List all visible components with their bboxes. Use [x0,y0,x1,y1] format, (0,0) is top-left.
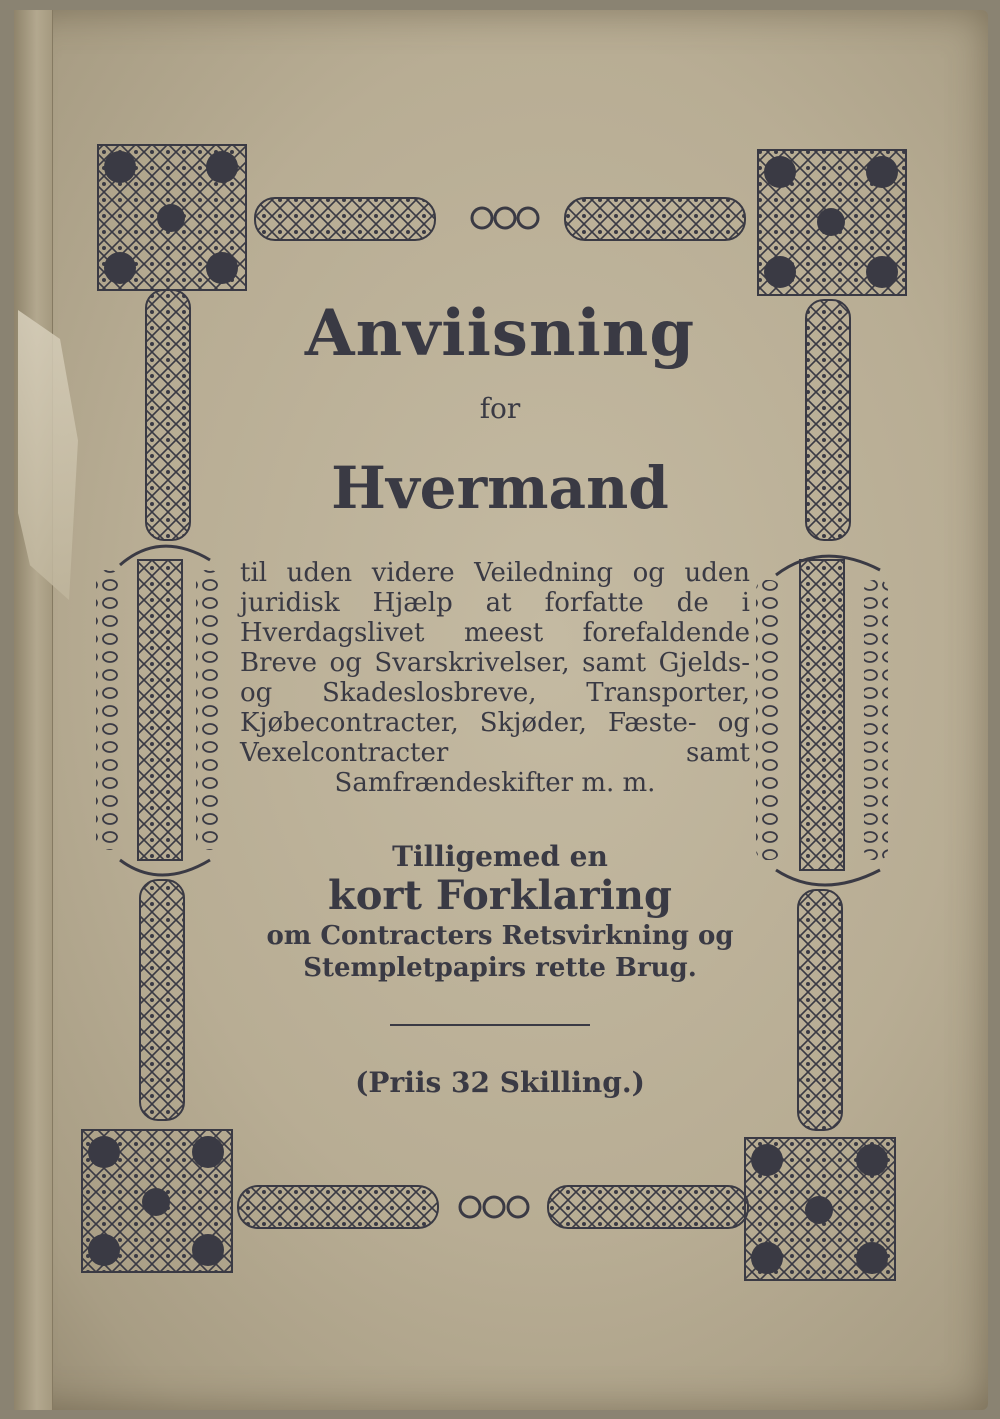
cover-subtitle: om Contracters Retsvirkning og Stempletpapirs rette Brug. [266,921,734,983]
corner-ornament-bottom-left [82,1130,232,1272]
divider-rule [390,1024,590,1026]
corner-ornament-bottom-right [745,1138,895,1280]
cover-for: for [479,392,521,425]
cover-kort-forklaring: kort Forklaring [328,872,672,919]
corner-ornament-top-left [98,145,246,290]
corner-ornament-top-right [758,150,906,295]
left-border-column [96,290,220,1120]
top-border-band [255,198,745,240]
bottom-border-band [238,1186,748,1228]
right-border-column [756,300,888,1130]
cover-price: (Priis 32 Skilling.) [355,1066,645,1099]
cover-tilligemed: Tilligemed en [392,840,608,873]
cover-description: til uden videre Veiledning og uden juridisk Hjælp at forfatte de i Hverdagslivet meest forefaldende Breve og Svarskrivelser, samt Gjelds- og Skadeslosbreve, Transporter, Kjøbecontracter, Skjøder, Fæste- og Vexelcontracter samt Samfrændeskifter m. m. [240,558,750,798]
cover-title: Anviisning [304,296,696,371]
cover-hvermand: Hvermand [331,454,669,522]
